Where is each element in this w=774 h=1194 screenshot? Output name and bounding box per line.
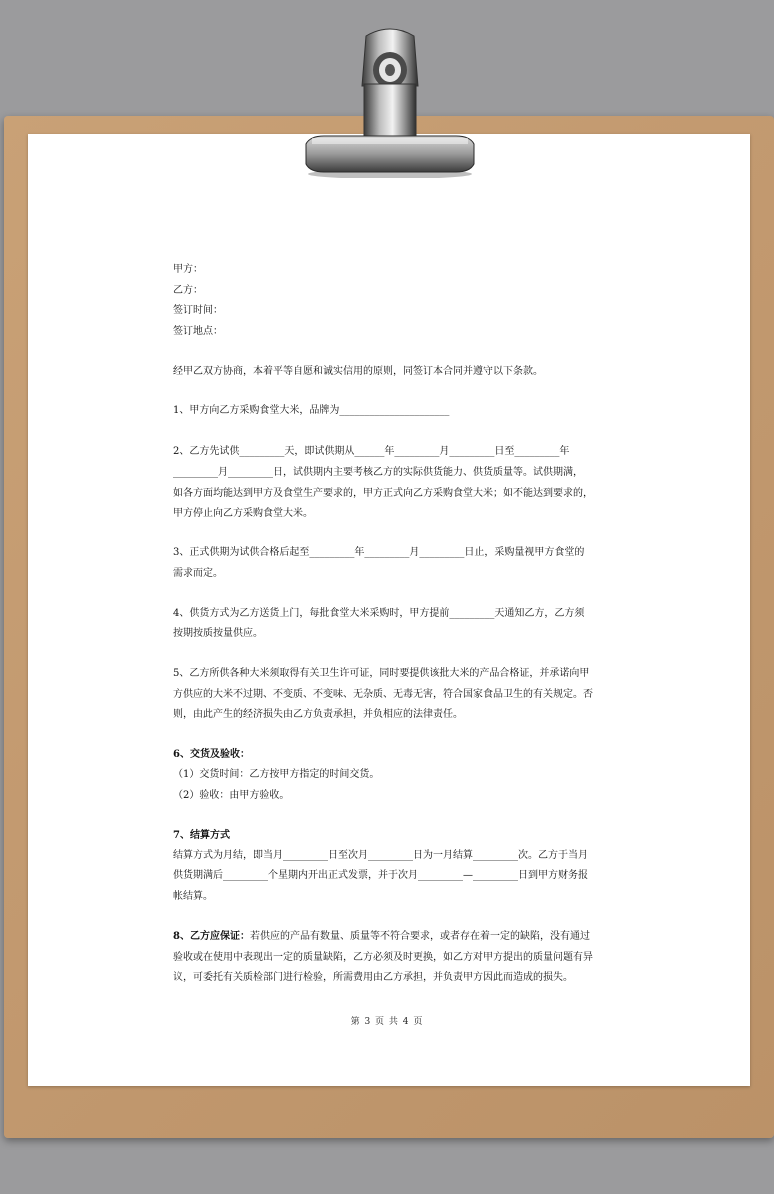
clause-2-line-2: _________月_________日，试供期内主要考核乙方的实际供货能力、供货质量等。试供期满，: [173, 467, 583, 478]
clause-4-line-2: 按期按质按量供应。: [173, 628, 263, 639]
clause-8-line-1-text: 若供应的产品有数量、质量等不符合要求，或者存在着一定的缺陷，没有通过: [249, 931, 590, 942]
clause-1: 1、甲方向乙方采购食堂大米，品牌为______________________: [173, 405, 450, 416]
clause-2-line-4: 甲方停止向乙方采购食堂大米。: [173, 508, 313, 519]
clause-7-title: 7、结算方式: [173, 830, 230, 841]
sign-time-label: 签订时间：: [173, 305, 223, 316]
clause-6-line-2: （2）验收：由甲方验收。: [173, 790, 290, 801]
party-a-label: 甲方：: [173, 264, 203, 275]
party-b-label: 乙方：: [173, 285, 203, 296]
page-number: 第 3 页 共 4 页: [350, 1017, 424, 1027]
clause-2-line-3: 如各方面均能达到甲方及食堂生产要求的，甲方正式向乙方采购食堂大米；如不能达到要求的，: [173, 488, 593, 499]
binder-clip-icon: [300, 26, 478, 178]
clause-8-line-1: [173, 927, 590, 947]
clause-5-line-1: 5、乙方所供各种大米须取得有关卫生许可证，同时要提供该批大米的产品合格证，并承诺向甲: [173, 668, 590, 679]
preamble: 经甲乙双方协商，本着平等自愿和诚实信用的原则，同签订本合同并遵守以下条款。: [173, 366, 543, 377]
clause-6-line-1: （1）交货时间：乙方按甲方指定的时间交货。: [173, 769, 380, 780]
clause-6-title: 6、交货及验收：: [173, 749, 250, 760]
clause-5-line-2: 方供应的大米不过期、不变质、不变味、无杂质、无毒无害，符合国家食品卫生的有关规定。否: [173, 689, 593, 700]
clause-3-line-1: 3、正式供期为试供合格后起至_________年_________月_________日止，采购量视甲方食堂的: [173, 547, 585, 558]
clause-7-line-3: 帐结算。: [173, 891, 213, 902]
sign-place-label: 签订地点：: [173, 326, 223, 337]
clause-7-line-2: 供货期满后_________个星期内开出正式发票，并于次月_________—_________日到甲方财务报: [173, 870, 588, 881]
clause-5-line-3: 则，由此产生的经济损失由乙方负责承担，并负相应的法律责任。: [173, 709, 463, 720]
clause-8-line-2: 验收或在使用中表现出一定的质量缺陷，乙方必须及时更换，如乙方对甲方提出的质量问题有异: [173, 952, 593, 963]
clause-3-line-2: 需求而定。: [173, 568, 223, 579]
clause-8-title: 8、乙方应保证：: [173, 931, 250, 942]
clause-2-line-1: 2、乙方先试供_________天，即试供期从______年_________月_________日至_________年: [173, 446, 570, 457]
clause-4-line-1: 4、供货方式为乙方送货上门，每批食堂大米采购时，甲方提前_________天通知乙方，乙方须: [173, 608, 585, 619]
clause-7-line-1: 结算方式为月结，即当月_________日至次月_________日为一月结算_________次。乙方于当月: [173, 850, 588, 861]
clause-8-line-3: 议，可委托有关质检部门进行检验，所需费用由乙方承担，并负责甲方因此而造成的损失。: [173, 972, 573, 983]
